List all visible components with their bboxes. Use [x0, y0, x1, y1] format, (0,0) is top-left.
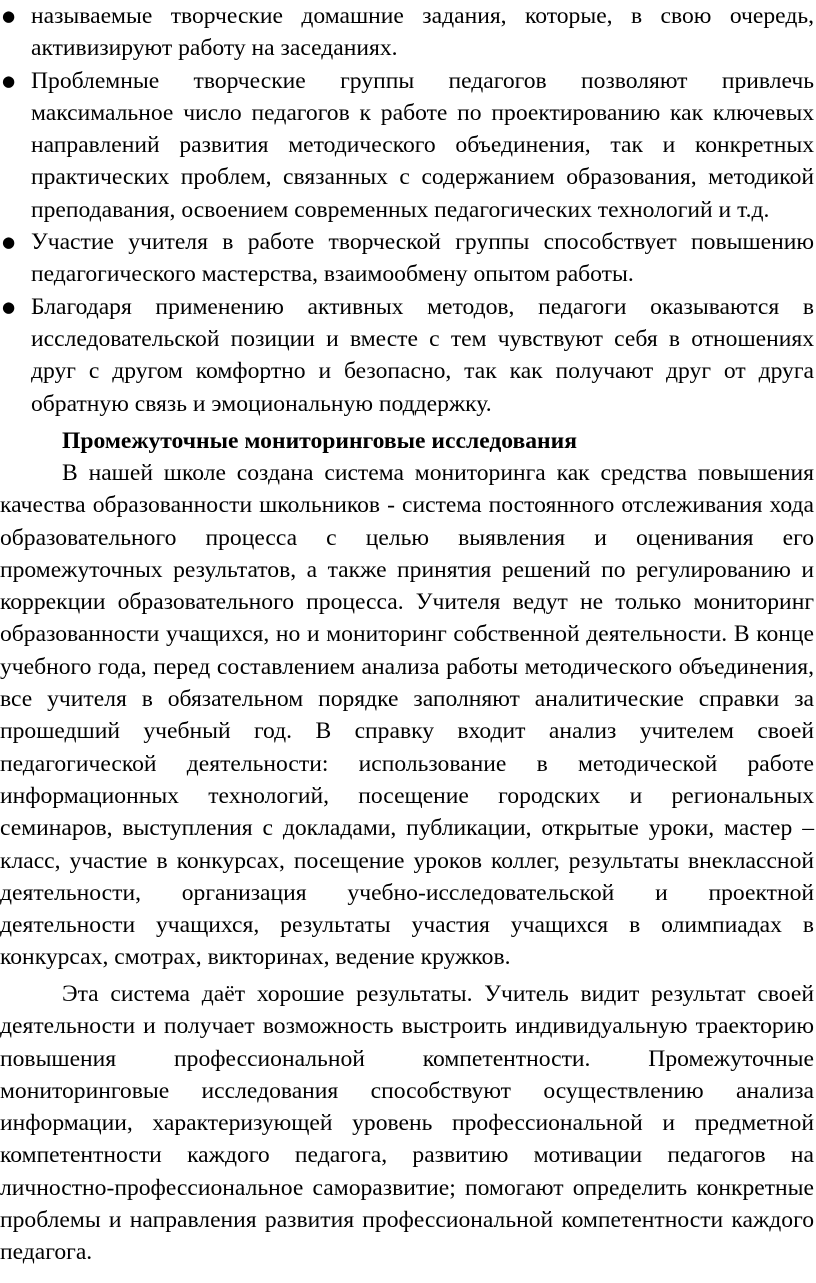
- bullet-text: Участие учителя в работе творческой группы способствует повышению педагогического мастерства, взаимообмену опытом работы.: [31, 229, 814, 288]
- bullet-text: Проблемные творческие группы педагогов позволяют привлечь максимальное число педагогов к работе по проектированию как ключевых направлений развития методического объединения, так и конкретных практических проблем, связанных с содержанием образования, методикой преподавания, освоением современных педагогических технологий и т.д.: [31, 67, 814, 223]
- paragraph-results: Эта система даёт хорошие результаты. Учитель видит результат своей деятельности и получает возможность выстроить индивидуальную траекторию повышения профессиональной компетентности. Промежуточные мониторинговые исследования способствуют осуществлению анализа информации, характеризующей уровень профессиональной и предметной компетентности каждого педагога, развитию мотивации педагогов на личностно-профессиональное саморазвитие; помогают определить конкретные проблемы и направления развития профессиональной компетентности каждого педагога.: [0, 981, 814, 1266]
- bullet-dot-icon: ●: [2, 7, 16, 25]
- bullet-item-homework: [0, 0, 814, 65]
- bullet-item-creative-groups: [0, 65, 814, 226]
- bullet-dot-icon: ●: [2, 297, 16, 316]
- bullet-text: Благодаря применению активных методов, педагоги оказываются в исследовательской позиции и вместе с тем чувствуют себя в отношениях друг с другом комфортно и безопасно, так как получают друг от друга обратную связь и эмоциональную поддержку.: [31, 293, 814, 417]
- bullet-item-active-methods: [0, 291, 814, 420]
- bullet-text: называемые творческие домашние задания, которые, в свою очередь, активизируют работу на заседаниях.: [31, 3, 814, 62]
- bullet-list: [0, 0, 814, 420]
- section-heading: Промежуточные мониторинговые исследования: [62, 428, 577, 454]
- bullet-item-teacher-participation: [0, 226, 814, 291]
- paragraph-monitoring-system: В нашей школе создана система мониторинга как средства повышения качества образованности школьников - система постоянного отслеживания хода образовательного процесса с целью выявления и оценивания его промежуточных результатов, а также принятия решений по регулированию и коррекции образовательного процесса. Учителя ведут не только мониторинг образованности учащихся, но и мониторинг собственной деятельности. В конце учебного года, перед составлением анализа работы методического объединения, все учителя в обязательном порядке заполняют аналитические справки за прошедший учебный год. В справку входит анализ учителем своей педагогической деятельности: использование в методической работе информационных технологий, посещение городских и региональных семинаров, выступления с докладами, публикации, открытые уроки, мастер – класс, участие в конкурсах, посещение уроков коллег, результаты внеклассной деятельности, организация учебно-исследовательской и проектной деятельности учащихся, результаты участия учащихся в олимпиадах в конкурсах, смотрах, викторинах, ведение кружков.: [0, 460, 814, 971]
- bullet-dot-icon: ●: [2, 71, 16, 90]
- bullet-dot-icon: ●: [2, 233, 16, 252]
